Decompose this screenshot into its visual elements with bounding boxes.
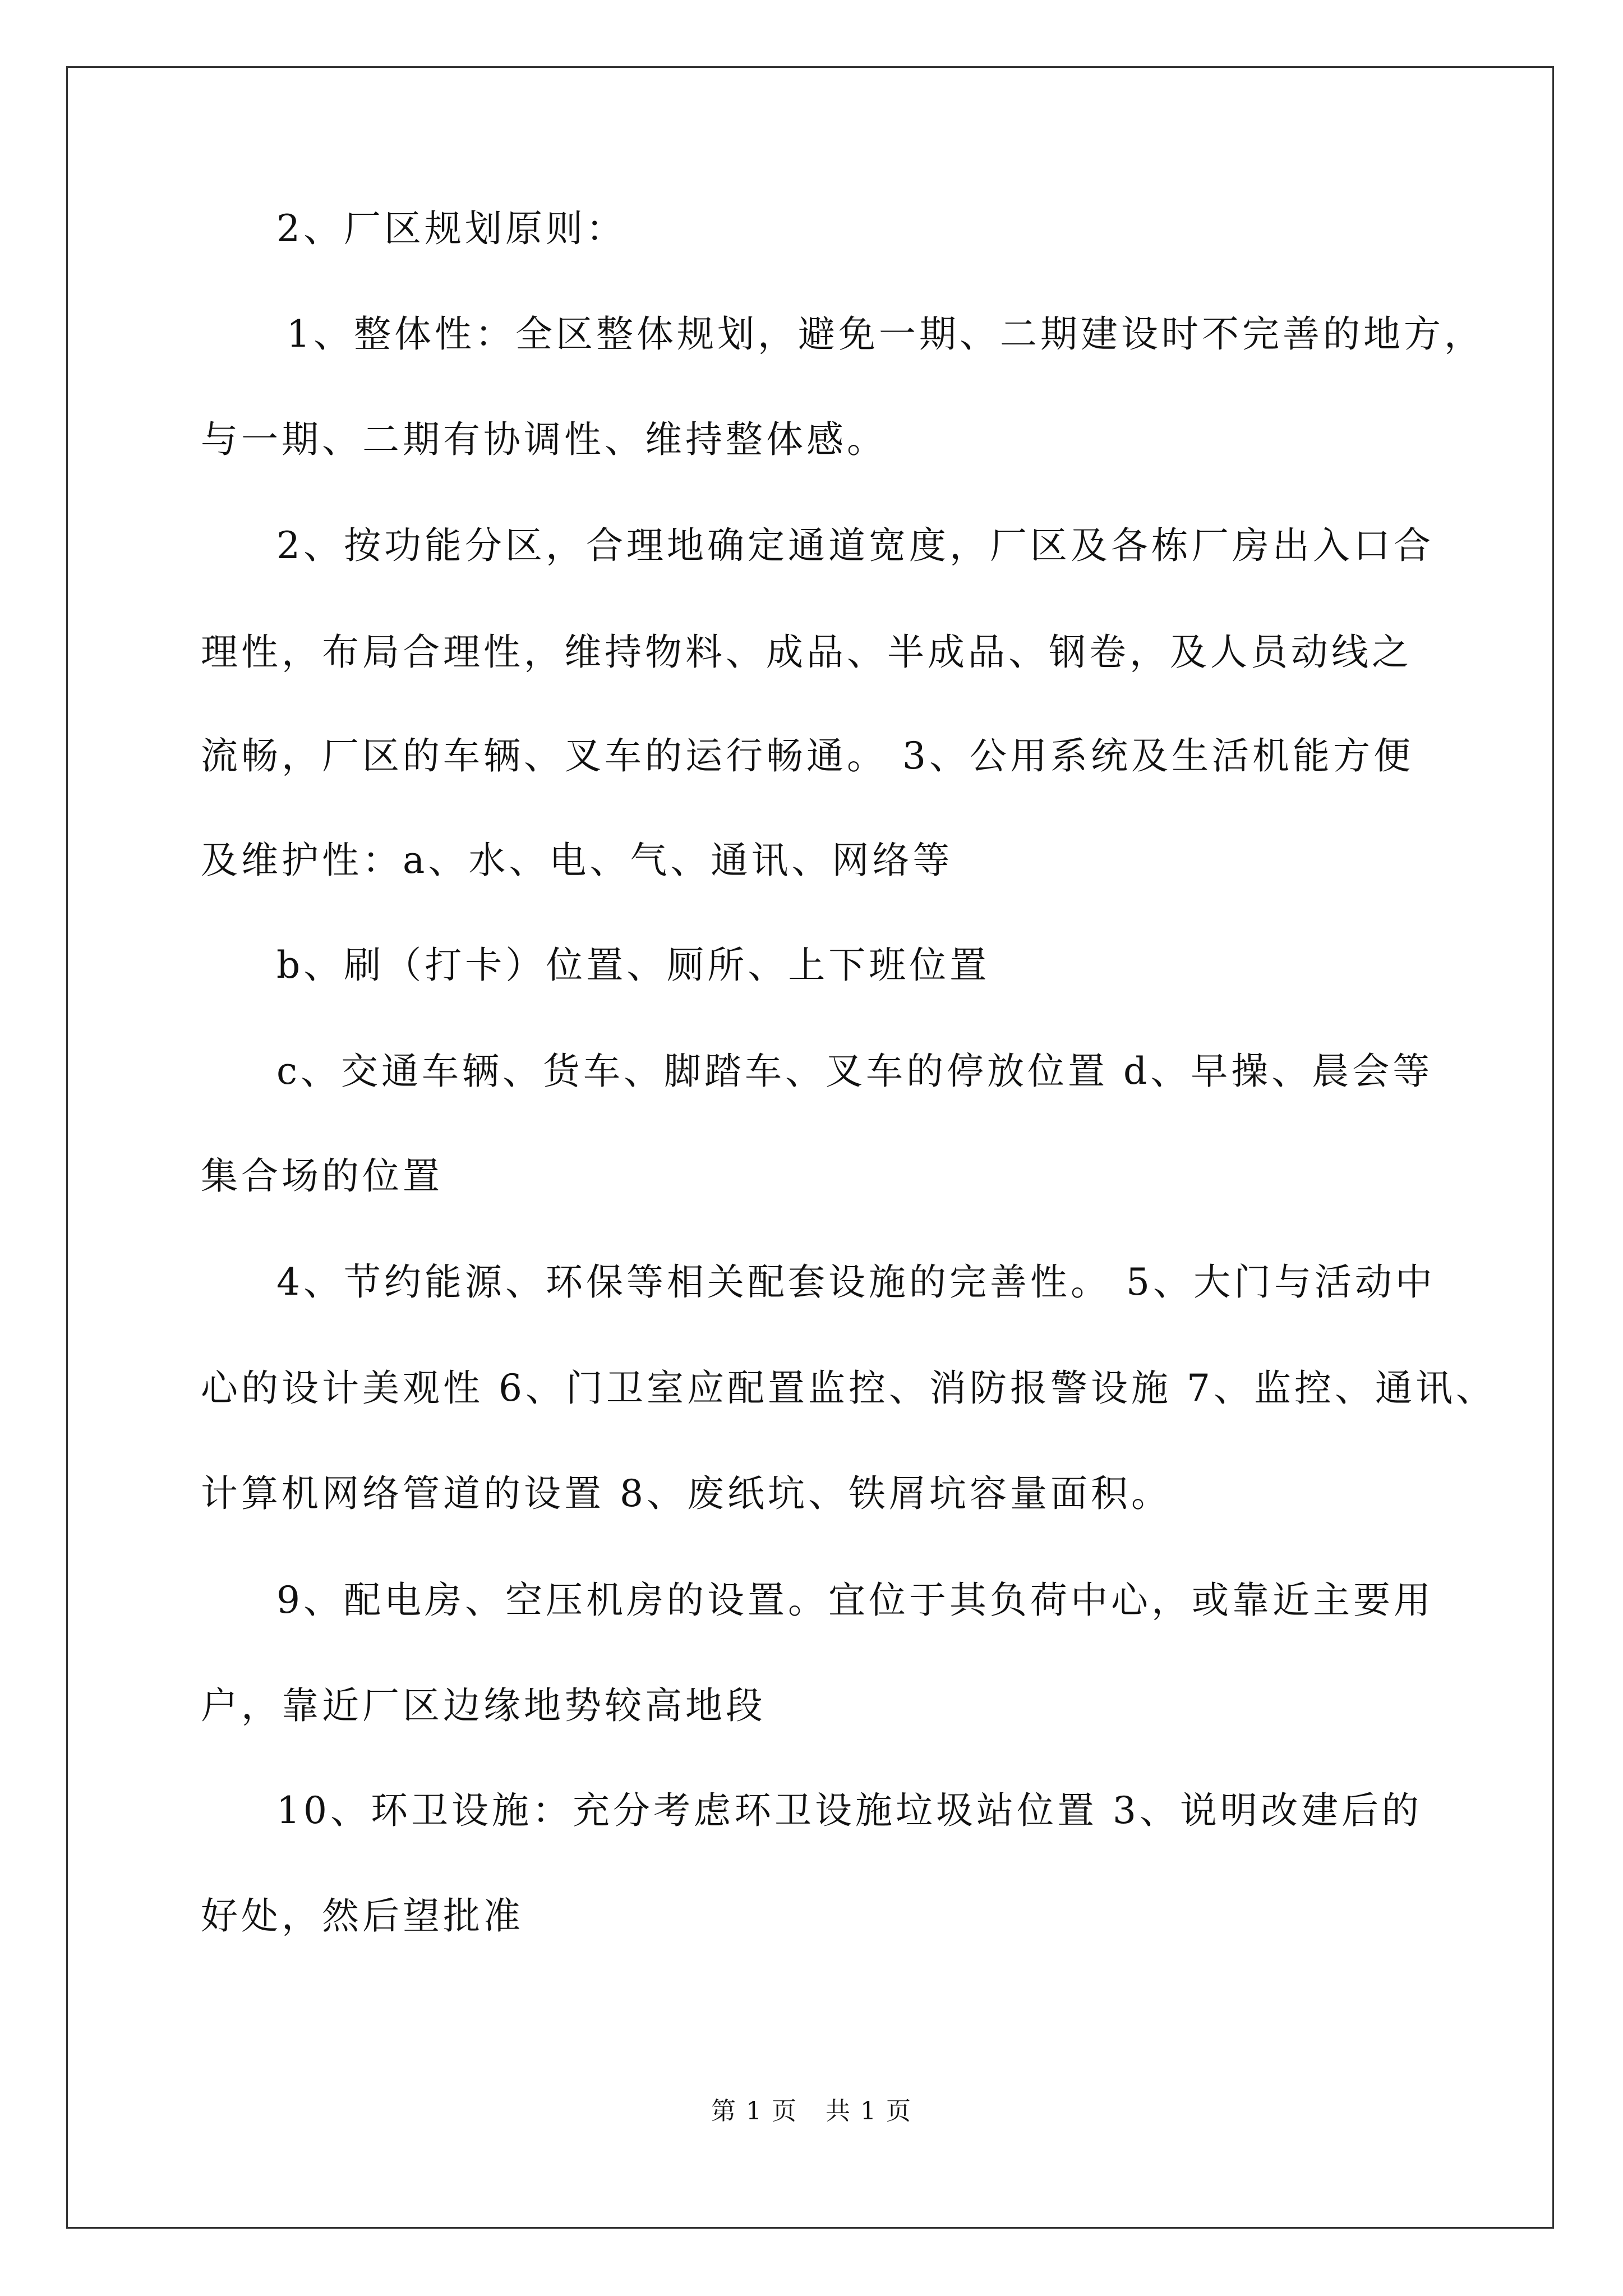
paragraph-line: 4、节约能源、环保等相关配套设施的完善性。 5、大门与活动中 xyxy=(276,1260,1436,1304)
section-heading: 2、厂区规划原则： xyxy=(276,207,626,250)
page-footer xyxy=(0,2099,1623,2124)
paragraph-line: 2、按功能分区，合理地确定通道宽度，厂区及各栋厂房出入口合 xyxy=(276,524,1434,567)
page-number-current: 第 1 页 xyxy=(711,2097,797,2125)
paragraph-line: 心的设计美观性 6、门卫室应配置监控、消防报警设施 7、监控、通讯、 xyxy=(201,1366,1496,1410)
paragraph-line: 好处，然后望批准 xyxy=(201,1894,524,1938)
paragraph-line: b、刷（打卡）位置、厕所、上下班位置 xyxy=(276,944,990,987)
paragraph-line: 1、整体性：全区整体规划，避免一期、二期建设时不完善的地方， xyxy=(287,312,1484,356)
paragraph-line: 计算机网络管道的设置 8、废纸坑、铁屑坑容量面积。 xyxy=(201,1472,1172,1515)
paragraph-line: 10、环卫设施：充分考虑环卫设施垃圾站位置 3、说明改建后的 xyxy=(276,1789,1422,1832)
paragraph-line: 集合场的位置 xyxy=(201,1154,443,1198)
paragraph-line: 理性，布局合理性，维持物料、成品、半成品、钢卷，及人员动线之 xyxy=(201,631,1412,674)
paragraph-line: c、交通车辆、货车、脚踏车、叉车的停放位置 d、早操、晨会等 xyxy=(276,1050,1433,1093)
page-number-total: 共 1 页 xyxy=(826,2097,912,2125)
paragraph-line: 与一期、二期有协调性、维持整体感。 xyxy=(201,418,887,461)
paragraph-line: 及维护性：a、水、电、气、通讯、网络等 xyxy=(201,839,953,882)
paragraph-line: 流畅，厂区的车辆、叉车的运行畅通。 3、公用系统及生活机能方便 xyxy=(201,734,1414,777)
paragraph-line: 户，靠近厂区边缘地势较高地段 xyxy=(201,1684,766,1727)
paragraph-line: 9、配电房、空压机房的设置。宜位于其负荷中心，或靠近主要用 xyxy=(276,1579,1434,1622)
